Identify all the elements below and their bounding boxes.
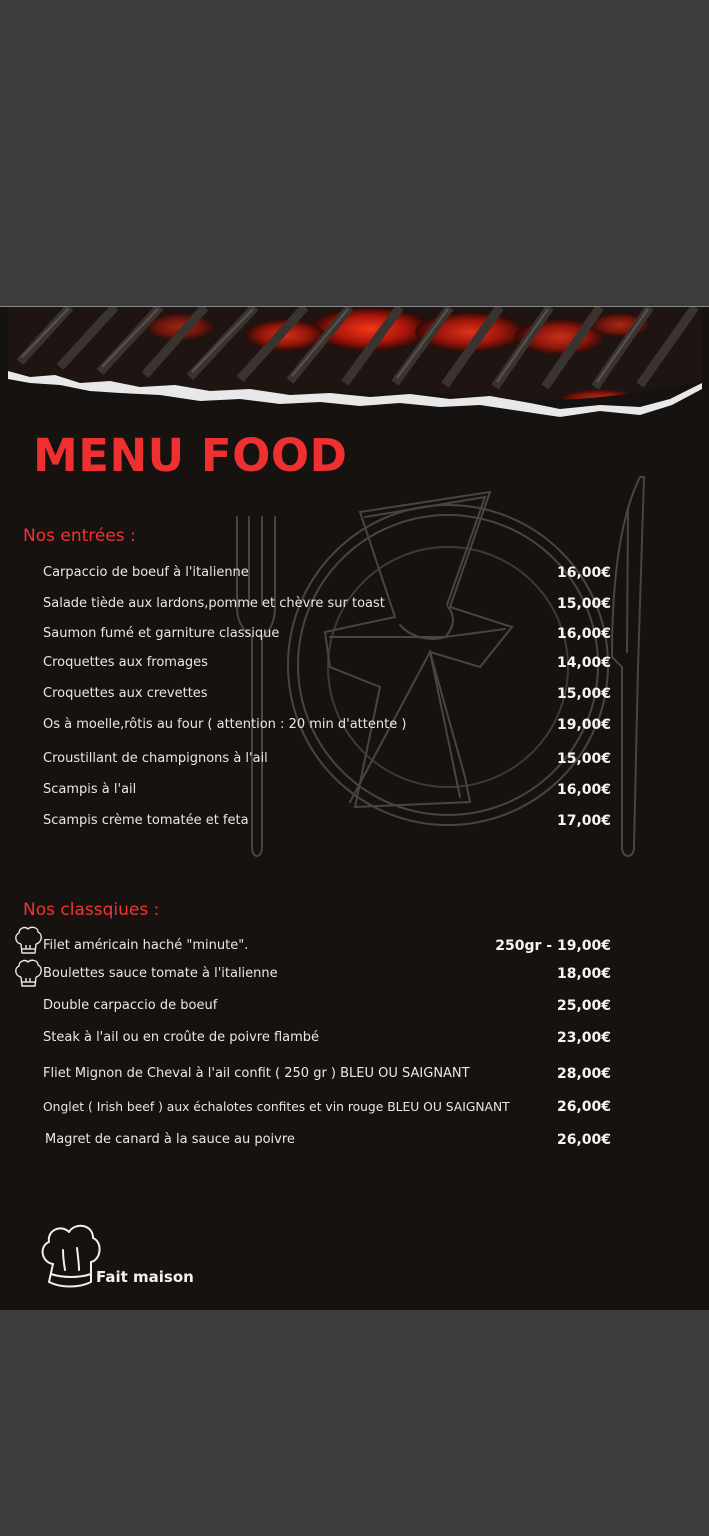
- menu-item-name: Double carpaccio de boeuf: [43, 998, 218, 1013]
- menu-item: [0, 683, 709, 705]
- grill-banner-image: [0, 307, 709, 425]
- menu-item: [0, 1096, 709, 1118]
- menu-item-price: 18,00€: [556, 966, 611, 982]
- menu-item-name: Saumon fumé et garniture classique: [43, 626, 280, 641]
- menu-item-name: Onglet ( Irish beef ) aux échalotes confites et vin rouge BLEU OU SAIGNANT: [43, 1100, 510, 1114]
- menu-item: [0, 714, 709, 736]
- menu-item-price: 16,00€: [556, 626, 611, 642]
- menu-item-price: 23,00€: [556, 1030, 611, 1046]
- chef-hat-icon: [37, 1220, 103, 1292]
- menu-item: [0, 963, 709, 985]
- menu-item-price: 17,00€: [556, 813, 611, 829]
- menu-item: [0, 995, 709, 1017]
- menu-item-name: Steak à l'ail ou en croûte de poivre flambé: [43, 1030, 320, 1045]
- menu-item: [0, 562, 709, 584]
- menu-item: [0, 748, 709, 770]
- menu-item-name: Carpaccio de boeuf à l'italienne: [43, 565, 249, 580]
- menu-item: [0, 1063, 709, 1085]
- menu-item-price: 19,00€: [556, 717, 611, 733]
- menu-item-name: Fliet Mignon de Cheval à l'ail confit ( 250 gr ) BLEU OU SAIGNANT: [43, 1066, 470, 1081]
- menu-title: MENU FOOD: [33, 429, 348, 482]
- menu-item: [0, 593, 709, 615]
- menu-item: [0, 652, 709, 674]
- menu-item: [0, 779, 709, 801]
- menu-item-price: 26,00€: [556, 1099, 611, 1115]
- menu-item-name: Boulettes sauce tomate à l'italienne: [43, 966, 278, 981]
- menu-item-price: 28,00€: [556, 1066, 611, 1082]
- menu-item-price: 14,00€: [556, 655, 611, 671]
- menu-item-name: Filet américain haché "minute".: [43, 938, 249, 953]
- menu-item-name: Croustillant de champignons à l'ail: [43, 751, 268, 766]
- section-heading-entrees: Nos entrées :: [23, 526, 136, 546]
- menu-item-price: 16,00€: [556, 782, 611, 798]
- menu-item-name: Os à moelle,rôtis au four ( attention : 20 min d'attente ): [43, 717, 407, 732]
- menu-item-price: 15,00€: [556, 596, 611, 612]
- menu-item-price: 250gr - 19,00€: [495, 938, 611, 954]
- menu-item-name: Scampis à l'ail: [43, 782, 137, 797]
- menu-item: [0, 935, 709, 957]
- menu-item-name: Croquettes aux crevettes: [43, 686, 208, 701]
- menu-item: [0, 623, 709, 645]
- menu-item: [0, 1027, 709, 1049]
- menu-card: [0, 307, 709, 1310]
- menu-item-name: Magret de canard à la sauce au poivre: [45, 1132, 295, 1147]
- menu-item-price: 26,00€: [556, 1132, 611, 1148]
- menu-item: [0, 810, 709, 832]
- homemade-label: Fait maison: [96, 1268, 194, 1286]
- menu-item: [0, 1129, 709, 1151]
- section-heading-classiques: Nos classqiues :: [23, 900, 160, 920]
- menu-item-name: Scampis crème tomatée et feta: [43, 813, 249, 828]
- menu-item-price: 15,00€: [556, 751, 611, 767]
- menu-item-price: 15,00€: [556, 686, 611, 702]
- menu-item-name: Croquettes aux fromages: [43, 655, 208, 670]
- menu-item-price: 25,00€: [556, 998, 611, 1014]
- menu-item-price: 16,00€: [556, 565, 611, 581]
- menu-item-name: Salade tiède aux lardons,pomme et chèvre sur toast: [43, 596, 385, 611]
